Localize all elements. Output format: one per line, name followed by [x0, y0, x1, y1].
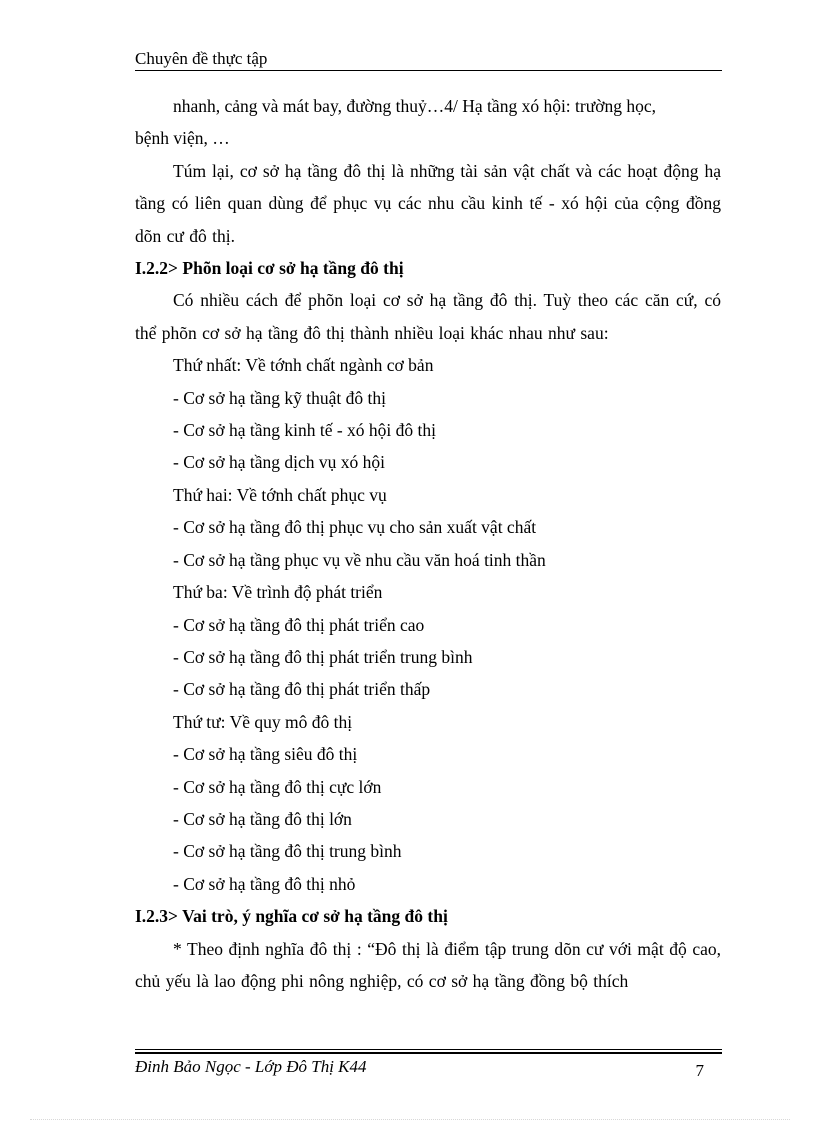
footer-rule [135, 1049, 722, 1050]
list-item: Thứ ba: Về trình độ phát triển [173, 582, 383, 603]
page-number: 7 [695, 1061, 704, 1080]
paragraph-line: nhanh, cảng và mát bay, đường thuỷ…4/ Hạ tầng xó hội: trường học, [173, 96, 656, 116]
list-item: - Cơ sở hạ tầng siêu đô thị [173, 744, 358, 765]
paragraph-line: bệnh viện, … [135, 128, 230, 149]
list-item: - Cơ sở hạ tầng kỹ thuật đô thị [173, 387, 386, 408]
list-item: - Cơ sở hạ tầng đô thị phát triển cao [173, 614, 425, 635]
paragraph: Túm lại, cơ sở hạ tầng đô thị là những tài sản vật chất và các hoạt động hạ tầng có liên quan dùng để phục vụ các nhu cầu kinh tế - xó hội của cộng đồng dõn cư đô thị. [135, 160, 721, 246]
header-rule [135, 70, 722, 71]
list-item: - Cơ sở hạ tầng kinh tế - xó hội đô thị [173, 420, 436, 441]
list-item: - Cơ sở hạ tầng phục vụ về nhu cầu văn hoá tinh thần [173, 549, 546, 570]
header-title: Chuyên đề thực tập [135, 49, 268, 68]
page-body [135, 90, 721, 997]
footer-author: Đinh Bảo Ngọc - Lớp Đô Thị K44 [135, 1057, 367, 1076]
list-item: Thứ hai: Về tớnh chất phục vụ [173, 484, 387, 505]
page-footer [135, 1056, 722, 1078]
list-item: - Cơ sở hạ tầng đô thị phục vụ cho sản xuất vật chất [173, 517, 537, 538]
list-item: - Cơ sở hạ tầng đô thị phát triển trung bình [173, 646, 473, 667]
list-item: - Cơ sở hạ tầng đô thị lớn [173, 808, 352, 829]
page-header [135, 48, 721, 70]
footer-rule [135, 1052, 722, 1054]
page-bottom-border [30, 1119, 790, 1120]
list-item: Thứ tư: Về quy mô đô thị [173, 711, 353, 732]
list-item: - Cơ sở hạ tầng đô thị cực lớn [173, 776, 382, 797]
list-item: Thứ nhất: Về tớnh chất ngành cơ bản [173, 355, 434, 376]
list-item: - Cơ sở hạ tầng đô thị phát triển thấp [173, 679, 431, 700]
paragraph: Có nhiều cách để phõn loại cơ sở hạ tầng đô thị. Tuỳ theo các căn cứ, có thể phõn cơ sở hạ tầng đô thị thành nhiều loại khác nhau như sau: [135, 290, 721, 343]
section-heading: I.2.2> Phõn loại cơ sở hạ tầng đô thị [135, 258, 404, 279]
paragraph: * Theo định nghĩa đô thị : “Đô thị là điểm tập trung dõn cư với mật độ cao, chủ yếu là lao động phi nông nghiệp, có cơ sở hạ tầng đồng bộ thích [135, 938, 721, 991]
section-heading: I.2.3> Vai trò, ý nghĩa cơ sở hạ tầng đô thị [135, 906, 448, 927]
list-item: - Cơ sở hạ tầng đô thị nhỏ [173, 873, 356, 894]
list-item: - Cơ sở hạ tầng dịch vụ xó hội [173, 452, 385, 473]
list-item: - Cơ sở hạ tầng đô thị trung bình [173, 841, 402, 862]
